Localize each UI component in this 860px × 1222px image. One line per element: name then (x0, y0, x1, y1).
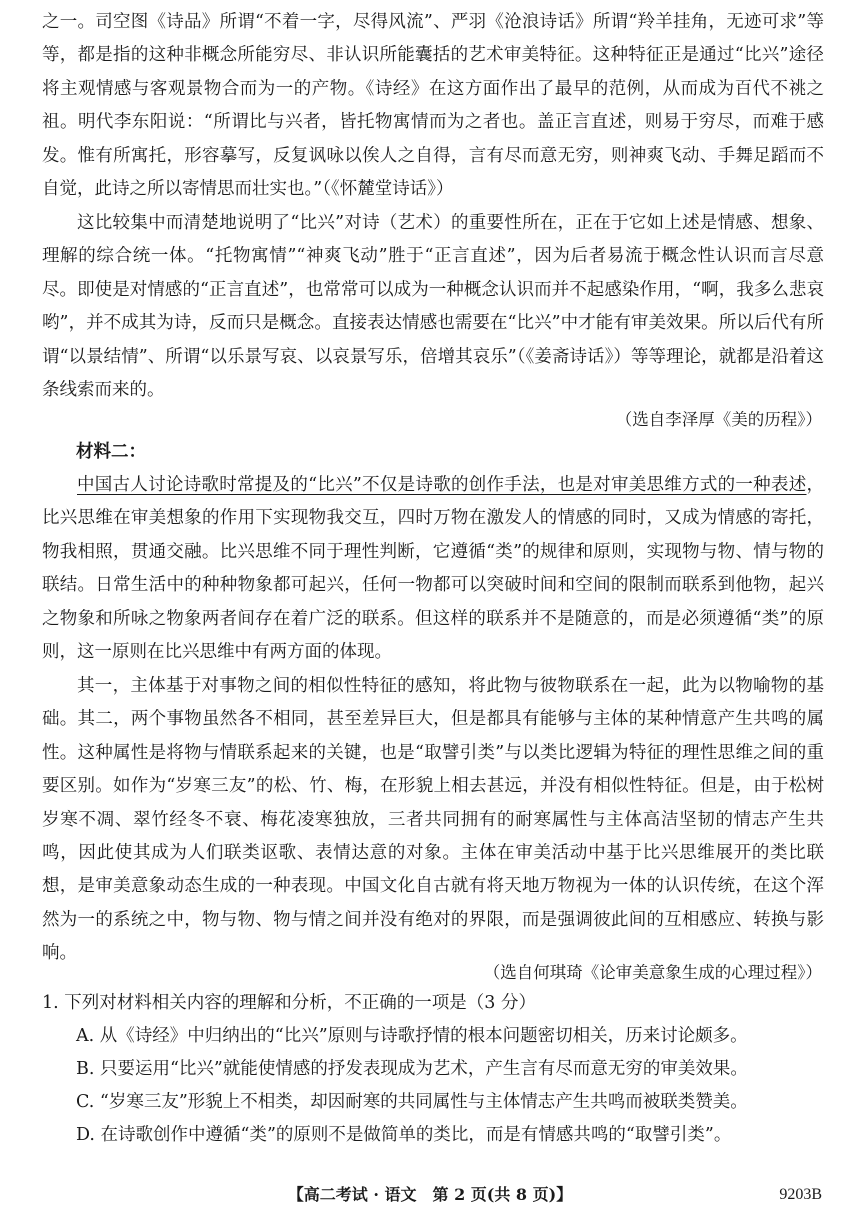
footer-exam-code: 9203B (779, 1186, 822, 1203)
material-two-source: （选自何琪琦《论审美意象生成的心理过程》） (483, 963, 822, 982)
material-one-paragraph-2: 这比较集中而清楚地说明了“比兴”对诗（艺术）的重要性所在，正在于它如上述是情感、想象、理解的综合统一体。“托物寓情”“神爽飞动”胜于“正言直述”，因为后者易流于概念性认识而言尽意尽。即使是对情感的“正言直述”，也常常可以成为一种概念认识而并不起感染作用，“啊，我多么悲哀哟”，并不成其为诗，反而只是概念。直接表达情感也需要在“比兴”中才能有审美效果。所以后代有所谓“以景结情”、所谓“以乐景写哀、以哀景写乐，倍增其哀乐”（《姜斋诗话》）等等理论，就都是沿着这条线索而来的。 (42, 213, 824, 401)
material-two-paragraph-1 (42, 469, 824, 669)
material-one-source: （选自李泽厚《美的历程》） (615, 410, 822, 429)
option-a: A. 从《诗经》中归纳出的“比兴”原则与诗歌抒情的根本问题密切相关，历来讨论颇多。 (76, 1026, 748, 1046)
material-two-paragraph-2: 其一，主体基于对事物之间的相似性特征的感知，将此物与彼物联系在一起，此为以物喻物的基础。其二，两个事物虽然各不相同，甚至差异巨大，但是都具有能够与主体的某种情意产生共鸣的属性。这种属性是将物与情联系起来的关键，也是“取譬引类”与以类比逻辑为特征的理性思维之间的重要区别。如作为“岁寒三友”的松、竹、梅，在形貌上相去甚远，并没有相似性特征。但是，由于松树岁寒不凋、翠竹经冬不衰、梅花凌寒独放，三者共同拥有的耐寒属性与主体高洁坚韧的情志产生共鸣，因此使其成为人们联类讴歌、表情达意的对象。主体在审美活动中基于比兴思维展开的类比联想，是审美意象动态生成的一种表现。中国文化自古就有将天地万物视为一体的认识传统，在这个浑然为一的系统之中，物与物、物与情之间并没有绝对的界限，而是强调彼此间的互相感应、转换与影响。 (42, 676, 824, 964)
option-d: D. 在诗歌创作中遵循“类”的原则不是做简单的类比，而是有情感共鸣的“取譬引类”。 (76, 1125, 732, 1145)
material-one-paragraph-1: 之一。司空图《诗品》所谓“不着一字，尽得风流”、严羽《沧浪诗话》所谓“羚羊挂角，无迹可求”等等，都是指的这种非概念所能穷尽、非认识所能囊括的艺术审美特征。这种特征正是通过“比兴”途径将主观情感与客观景物合而为一的产物。《诗经》在这方面作出了最早的范例，从而成为百代不祧之祖。明代李东阳说：“所谓比与兴者，皆托物寓情而为之者也。盖正言直述，则易于穷尽，而难于感发。惟有所寓托，形容摹写，反复讽咏以俟人之自得，言有尽而意无穷，则神爽飞动、手舞足蹈而不自觉，此诗之所以寄情思而壮实也。”（《怀麓堂诗话》） (42, 12, 824, 200)
page-footer (0, 1181, 860, 1209)
material-two-heading: 材料二： (76, 442, 146, 462)
paragraph-continuation: ，比兴思维在审美想象的作用下实现物我交互，四时万物在激发人的情感的同时，又成为情感的寄托，物我相照，贯通交融。比兴思维不同于理性判断，它遵循“类”的规律和原则，实现物与物、情与物的联结。日常生活中的种种物象都可起兴，任何一物都可以突破时间和空间的限制而联系到他物，起兴之物象和所咏之物象两者间存在着广泛的联系。但这样的联系并不是随意的，而是必须遵循“类”的原则，这一原则在比兴思维中有两方面的体现。 (42, 475, 824, 663)
underlined-sentence: 中国古人讨论诗歌时常提及的“比兴”不仅是诗歌的创作手法，也是对审美思维方式的一种表述 (77, 475, 807, 495)
option-b: B. 只要运用“比兴”就能使情感的抒发表现成为艺术，产生言有尽而意无穷的审美效果。 (76, 1059, 748, 1079)
footer-page-info: 【高二考试 · 语文 第 2 页(共 8 页)】 (287, 1185, 573, 1204)
option-c: C. “岁寒三友”形貌上不相类，却因耐寒的共同属性与主体情志产生共鸣而被联类赞美。 (76, 1092, 748, 1112)
question-1-stem: 1. 下列对材料相关内容的理解和分析，不正确的一项是（3 分） (42, 993, 536, 1013)
